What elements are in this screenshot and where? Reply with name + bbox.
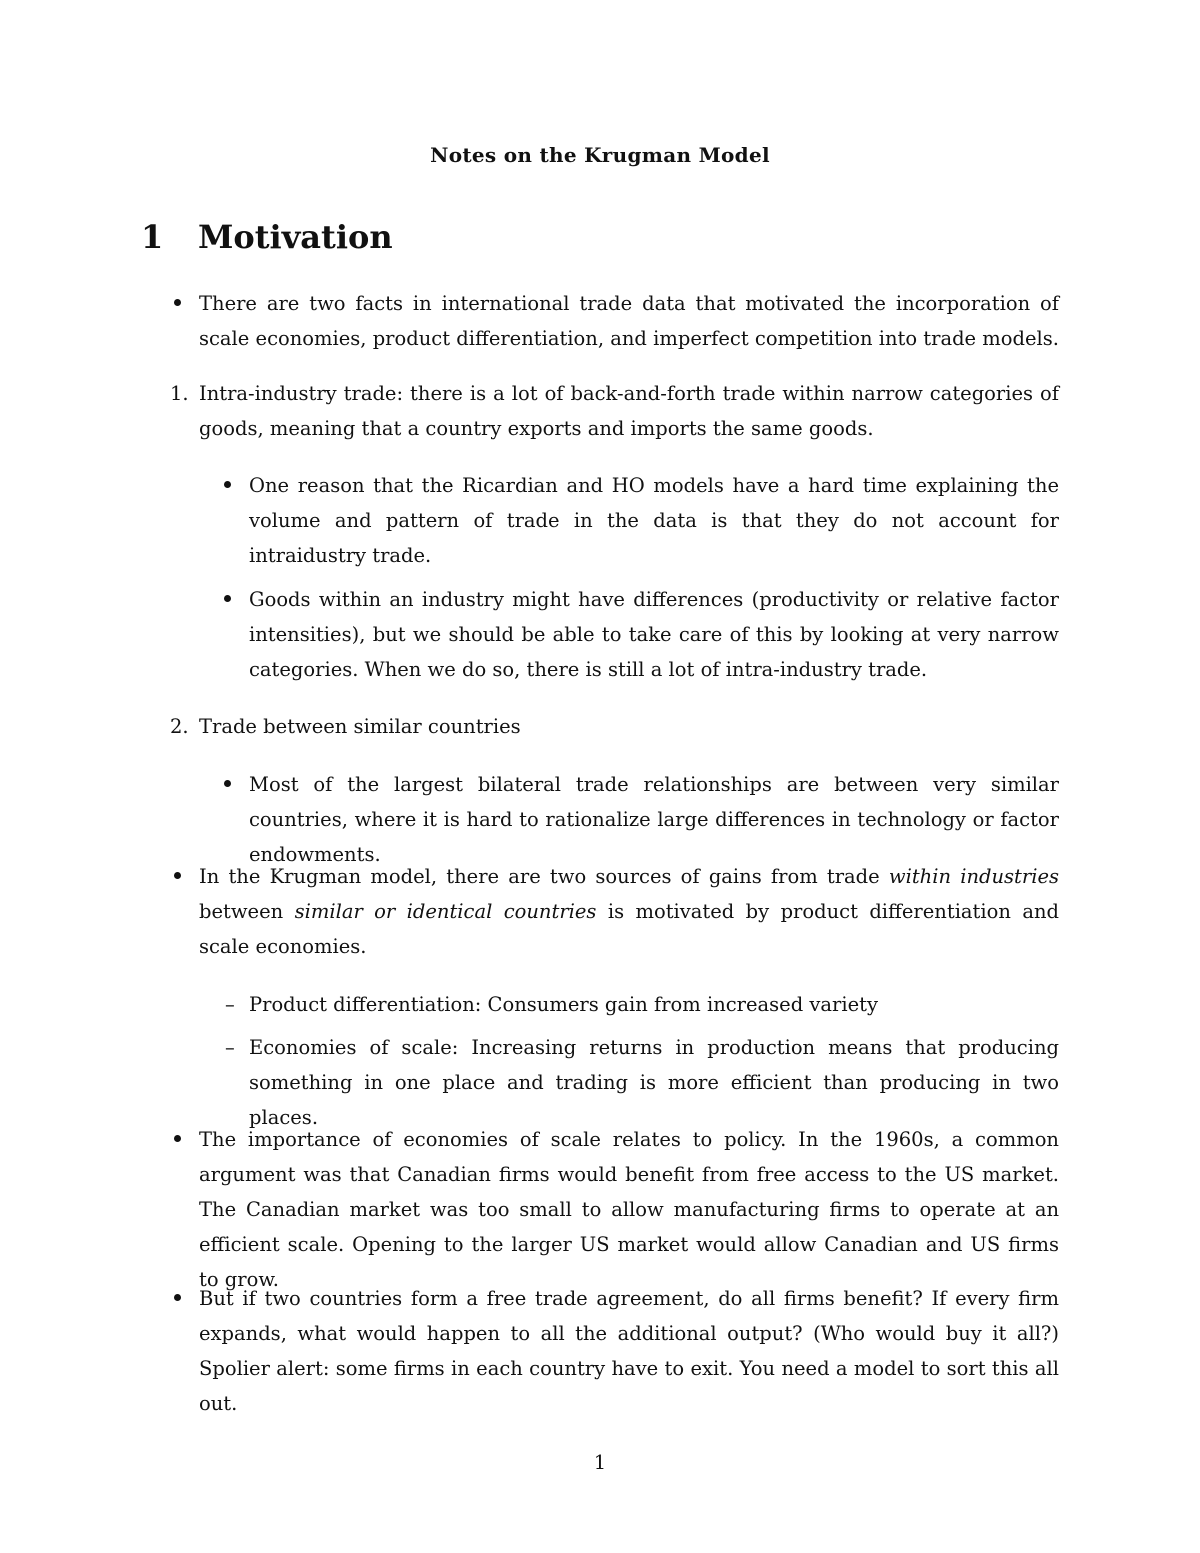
sub-bullet-2-1: Most of the largest bilateral trade relationships are between very similar countries, where it is hard to rationalize large differences in technology or factor endowments. [249, 773, 1059, 866]
bullet-paragraph-1: There are two facts in international trade data that motivated the incorporation of scale economies, product differentiation, and imperfect competition into trade models. [199, 292, 1059, 350]
bullet-paragraph-4: But if two countries form a free trade agreement, do all firms benefit? If every firm expands, what would happen to all the additional output? (Who would buy it all?) Spolier alert: some firms in each country have to exit. You need a model to sort this all out. [199, 1287, 1059, 1415]
bullet-icon [174, 1122, 181, 1157]
bullet-2-text-a: In the Krugman model, there are two sources of gains from trade [199, 865, 880, 888]
sub-bullet-1-2: Goods within an industry might have differences (productivity or relative factor intensities), but we should be able to take care of this by looking at very narrow categories. When we do so, there is still a lot of intra-industry trade. [249, 588, 1059, 681]
bullet-icon [174, 286, 181, 321]
section-heading [141, 218, 393, 256]
list-number-2: 2. [170, 715, 189, 738]
document-title: Notes on the Krugman Model [430, 143, 770, 167]
list-item-2: Trade between similar countries [199, 715, 521, 738]
bullet-icon [174, 1281, 181, 1316]
dash-marker: – [225, 993, 235, 1016]
dash-item-2: Economies of scale: Increasing returns in production means that producing something in one place and trading is more efficient than producing in two places. [249, 1036, 1059, 1129]
dash-marker: – [225, 1036, 235, 1059]
bullet-icon [224, 582, 231, 617]
sub-bullet-1-1: One reason that the Ricardian and HO models have a hard time explaining the volume and pattern of trade in the data is that they do not account for intraidustry trade. [249, 474, 1059, 567]
bullet-2-emphasis-a: within industries [888, 865, 1060, 888]
section-title: Motivation [198, 218, 393, 256]
dash-item-1: Product differentiation: Consumers gain from increased variety [249, 993, 878, 1016]
page-number: 1 [593, 1451, 607, 1474]
bullet-icon [224, 767, 231, 802]
bullet-paragraph-2 [199, 859, 1059, 964]
section-number: 1 [141, 218, 164, 256]
bullet-2-emphasis-b: similar or identical countries [294, 900, 597, 923]
list-number-1: 1. [170, 382, 189, 405]
bullet-paragraph-3: The importance of economies of scale relates to policy. In the 1960s, a common argument was that Canadian firms would benefit from free access to the US market. The Canadian market was too small to allow manufacturing firms to operate at an efficient scale. Opening to the larger US market would allow Canadian and US firms to grow. [199, 1128, 1059, 1291]
bullet-icon [174, 859, 181, 894]
list-item-1: Intra-industry trade: there is a lot of back-and-forth trade within narrow categories of goods, meaning that a country exports and imports the same goods. [199, 382, 1059, 440]
bullet-2-text-b: between [199, 900, 284, 923]
bullet-icon [224, 468, 231, 503]
bullet-2-text-c: is motivated by product differentiation and scale economies. [199, 900, 1059, 958]
